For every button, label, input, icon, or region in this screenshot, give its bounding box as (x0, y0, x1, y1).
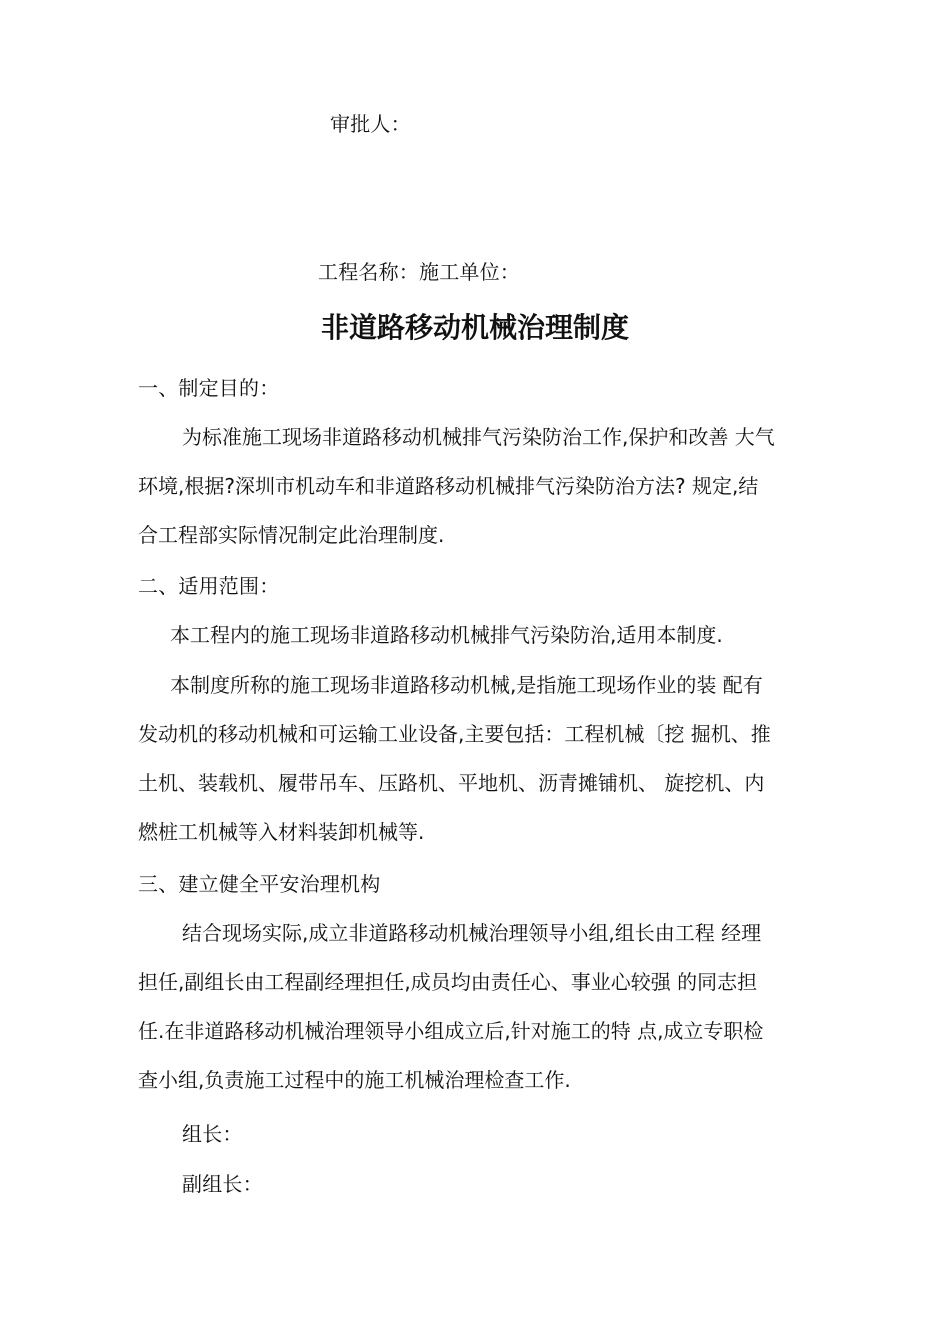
paragraph-line: 本工程内的施工现场非道路移动机械排气污染防治,适用本制度. (170, 623, 723, 647)
document-title: 非道路移动机械治理制度 (320, 311, 629, 344)
section-organization-paragraph (138, 909, 838, 1105)
section-heading-organization: 三、建立健全平安治理机构 (138, 872, 381, 896)
section-scope-paragraph-2 (138, 661, 838, 857)
paragraph-line: 燃桩工机械等入材料装卸机械等. (138, 820, 425, 844)
paragraph-line: 担任,副组长由工程副经理担任,成员均由责任心、事业心较强 的同志担 (138, 970, 758, 994)
paragraph-line: 本制度所称的施工现场非道路移动机械,是指施工现场作业的装 配有 (170, 673, 763, 697)
paragraph-line: 环境,根据?深圳市机动车和非道路移动机械排气污染防治方法? 规定,结 (138, 474, 759, 498)
paragraph-line: 查小组,负责施工过程中的施工机械治理检查工作. (138, 1068, 571, 1092)
leader-label: 组长： (182, 1122, 243, 1146)
paragraph-line: 为标准施工现场非道路移动机械排气污染防治工作,保护和改善 大气 (182, 425, 775, 449)
approver-label: 审批人： (330, 112, 411, 136)
paragraph-line: 结合现场实际,成立非道路移动机械治理领导小组,组长由工程 经理 (182, 921, 762, 945)
paragraph-line: 任.在非道路移动机械治理领导小组成立后,针对施工的特 点,成立专职检 (138, 1019, 764, 1043)
deputy-leader-label: 副组长： (182, 1172, 263, 1196)
section-heading-scope: 二、适用范围： (138, 574, 280, 598)
project-name-line: 工程名称：施工单位： (318, 260, 520, 284)
section-heading-purpose: 一、制定目的： (138, 376, 280, 400)
paragraph-line: 发动机的移动机械和可运输工业设备,主要包括：工程机械〔挖 掘机、推 (138, 722, 771, 746)
section-purpose-paragraph (138, 413, 838, 560)
paragraph-line: 土机、装载机、履带吊车、压路机、平地机、沥青摊铺机、 旋挖机、内 (138, 771, 765, 795)
section-scope-paragraph-1 (138, 611, 838, 660)
paragraph-line: 合工程部实际情况制定此治理制度. (138, 523, 445, 547)
